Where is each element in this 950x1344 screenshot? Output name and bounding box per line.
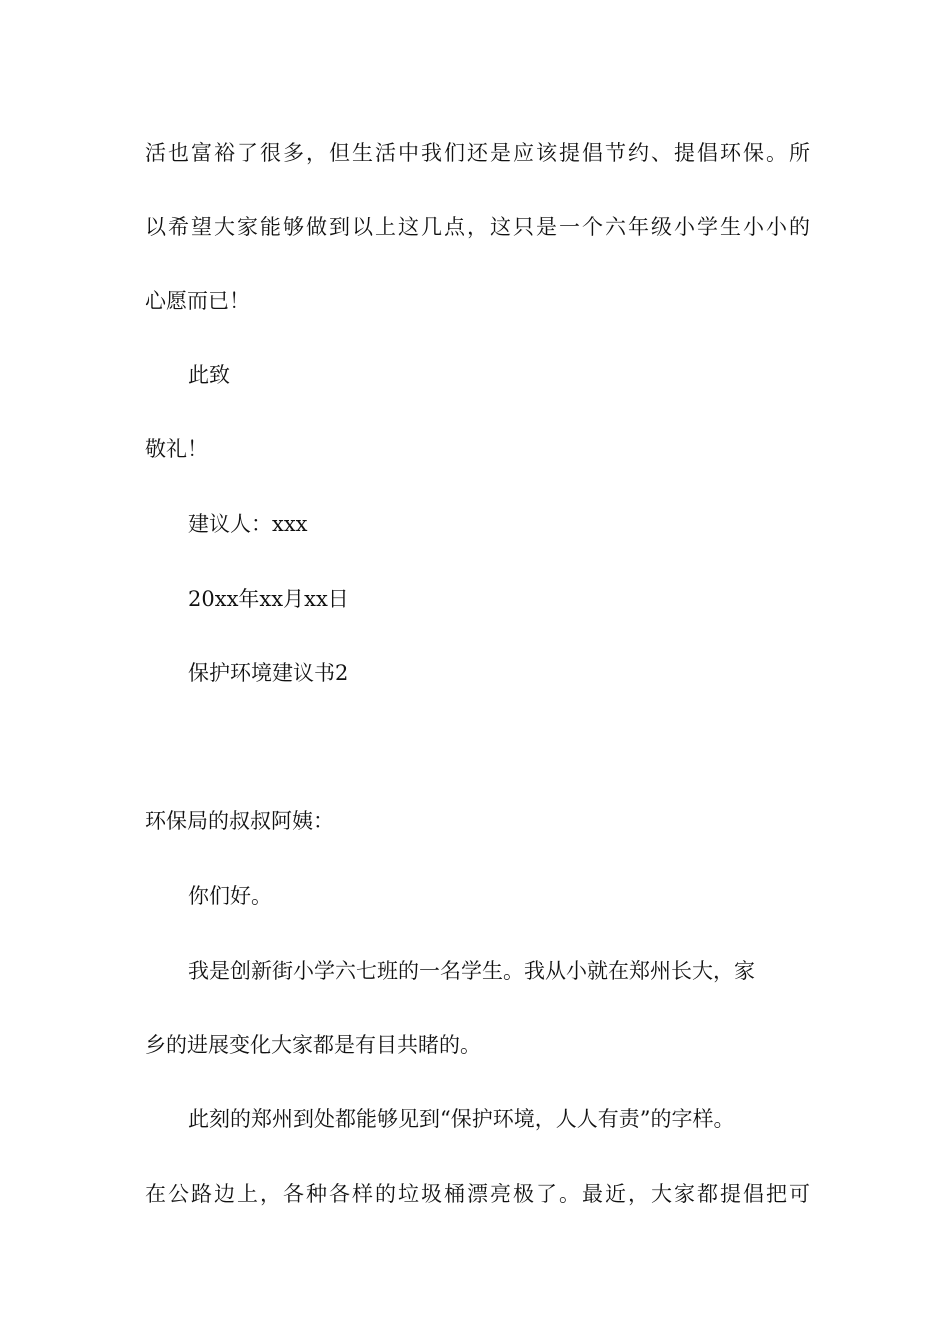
paragraph-line: 活也富裕了很多，但生活中我们还是应该提倡节约、提倡环保。所 xyxy=(145,141,810,165)
paragraph-line: 此刻的郑州到处都能够见到“保护环境，人人有责”的字样。 xyxy=(188,1107,735,1131)
greeting-line: 你们好。 xyxy=(188,884,272,908)
date-line: 20xx年xx月xx日 xyxy=(188,587,349,611)
paragraph-line: 乡的进展变化大家都是有目共睹的。 xyxy=(145,1033,481,1057)
letter-greeting: 环保局的叔叔阿姨： xyxy=(145,809,334,833)
section-title: 保护环境建议书2 xyxy=(188,661,349,685)
paragraph-line: 在公路边上，各种各样的垃圾桶漂亮极了。最近，大家都提倡把可 xyxy=(145,1182,810,1206)
paragraph-line: 我是创新街小学六七班的一名学生。我从小就在郑州长大，家 xyxy=(188,959,755,983)
paragraph-line: 以希望大家能够做到以上这几点，这只是一个六年级小学生小小的 xyxy=(145,215,810,239)
signature-line: 建议人：xxx xyxy=(188,512,308,536)
paragraph-line: 心愿而已！ xyxy=(145,289,250,313)
salutation-regards: 敬礼！ xyxy=(145,437,208,461)
salutation-closing: 此致 xyxy=(188,363,230,387)
